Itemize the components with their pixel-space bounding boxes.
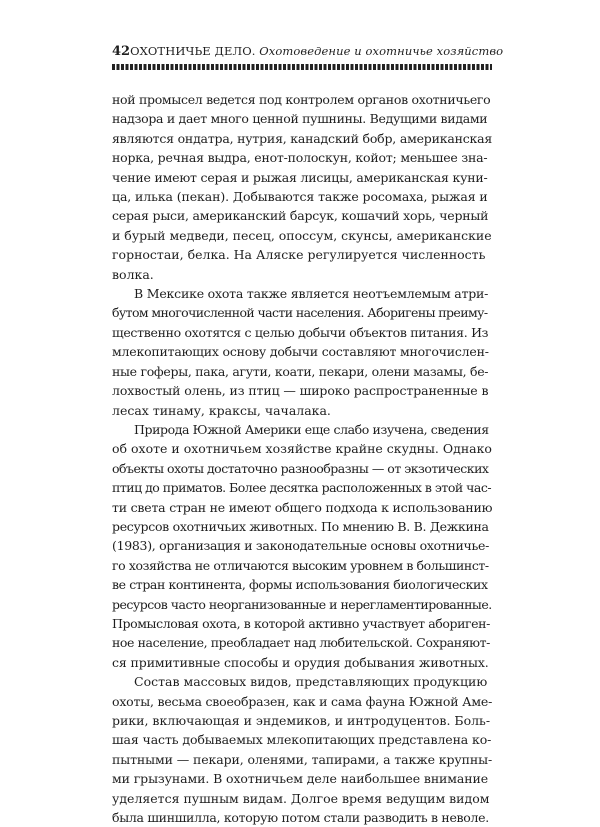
text-line: серая рыси, американский барсук, кошачий хорь, черный xyxy=(112,208,489,224)
header-rule xyxy=(112,64,492,70)
text-line: ное население, преобладает над любительской. Сохраняют- xyxy=(112,635,491,651)
text-line: норка, речная выдра, енот-полоскун, койот; меньшее зна- xyxy=(112,150,488,166)
text-line: волка. xyxy=(112,266,154,282)
body-text xyxy=(112,90,492,827)
text-line: ве стран континента, формы использования биологических xyxy=(112,577,488,593)
text-line: пытными — пекари, оленями, тапирами, а также крупны- xyxy=(112,751,493,767)
text-line: объекты охоты достаточно разнообразны — от экзотических xyxy=(112,460,489,476)
text-line: уделяется пушным видам. Долгое время ведущим видом xyxy=(112,790,490,806)
text-line: чение имеют серая и рыжая лисицы, американская куни- xyxy=(112,169,488,185)
page-number: 42 xyxy=(112,44,131,59)
running-title-subtitle: Охотоведение и охотничье хозяйство xyxy=(259,44,504,58)
text-line: рики, включающая и эндемиков, и интродуцентов. Боль- xyxy=(112,713,491,728)
text-line: лесах тинаму, краксы, чачалака. xyxy=(112,402,331,418)
text-line: лохвостый олень, из птиц — широко распространенные в xyxy=(112,383,489,399)
text-line: ные гоферы, пака, агути, коати, пекари, олени мазамы, бе- xyxy=(112,363,489,379)
text-line: являются ондатра, нутрия, канадский бобр, американская xyxy=(112,130,493,146)
running-header xyxy=(112,44,504,62)
text-line: ресурсов часто неорганизованные и нерегламентированные. xyxy=(112,596,492,612)
text-line: охоты, весьма своеобразен, как и сама фауна Южной Аме- xyxy=(112,693,493,709)
running-title-main: ОХОТНИЧЬЕ ДЕЛО. xyxy=(130,44,256,58)
text-line: го хозяйства не отличаются высоким уровнем в большинст- xyxy=(112,557,489,573)
text-line: надзора и дает много ценной пушнины. Ведущими видами xyxy=(112,111,488,127)
text-line: ца, илька (пекан). Добываются также росомаха, рыжая и xyxy=(112,189,488,205)
text-line: ти света стран не имеют общего подхода к использованию xyxy=(112,499,493,515)
text-line: ми грызунами. В охотничьем деле наибольшее внимание xyxy=(112,771,489,787)
text-line: и бурый медведи, песец, опоссум, скунсы, американские xyxy=(112,227,492,243)
text-line: Промысловая охота, в которой активно участвует абориген- xyxy=(112,615,490,631)
paragraph xyxy=(112,420,492,672)
text-line: птиц до приматов. Более десятка расположенных в этой час- xyxy=(112,480,492,496)
running-title xyxy=(130,44,503,58)
text-line: шая часть добываемых млекопитающих представлена ко- xyxy=(112,732,492,748)
paragraph xyxy=(112,284,492,420)
text-line: Природа Южной Америки еще слабо изучена, сведения xyxy=(134,421,489,437)
text-line: горностаи, белка. На Аляске регулируется численность xyxy=(112,247,486,263)
text-line: (1983), организация и законодательные основы охотничье- xyxy=(112,538,490,554)
text-line: Состав массовых видов, представляющих продукцию xyxy=(134,674,488,690)
text-line: млекопитающих основу добычи составляют многочислен- xyxy=(112,344,489,360)
text-line: об охоте и охотничьем хозяйстве крайне скудны. Однако xyxy=(112,441,492,457)
text-line: была шиншилла, которую потом стали разводить в неволе. xyxy=(112,810,489,826)
text-line: ресурсов охотничьих животных. По мнению В. В. Дежкина xyxy=(112,518,489,534)
text-line: бутом многочисленной части населения. Аборигены преиму- xyxy=(112,305,488,321)
text-line: щественно охотятся с целью добычи объектов питания. Из xyxy=(112,324,489,340)
text-line: В Мексике охота также является неотъемлемым атри- xyxy=(134,286,489,302)
text-line: ся примитивные способы и орудия добывания животных. xyxy=(112,654,489,670)
paragraph xyxy=(112,90,492,284)
text-line: ной промысел ведется под контролем органов охотничьего xyxy=(112,92,491,107)
